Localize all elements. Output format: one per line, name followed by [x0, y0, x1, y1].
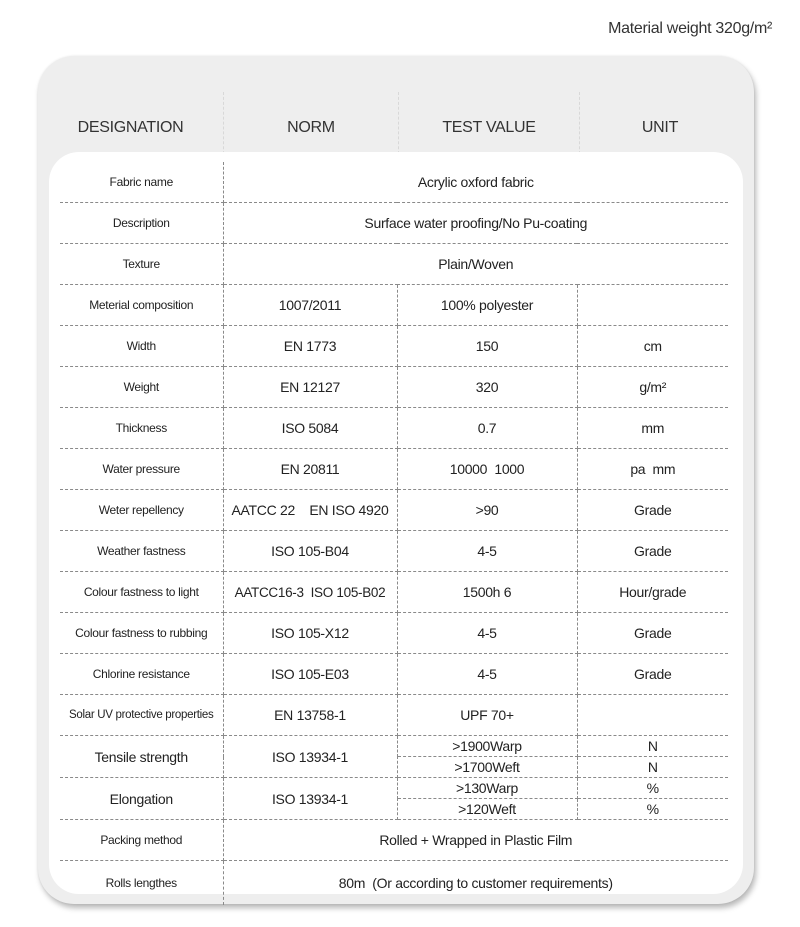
table-row	[60, 654, 728, 695]
value-cell: 150	[397, 326, 577, 367]
designation-cell: Weter repellency	[60, 490, 223, 531]
designation-cell: Water pressure	[60, 449, 223, 490]
value-cell: 320	[397, 367, 577, 408]
value-cell: 0.7	[397, 408, 577, 449]
value-cell: 4-5	[397, 613, 577, 654]
designation-cell: Texture	[60, 244, 223, 285]
table-row	[60, 820, 728, 861]
designation-cell: Tensile strength	[60, 736, 223, 778]
value-cell: Surface water proofing/No Pu-coating	[223, 203, 728, 244]
value-cell: 80m (Or according to customer requirements)	[338, 875, 613, 891]
table-row	[60, 531, 728, 572]
value-cell: 10000 1000	[397, 449, 577, 490]
table-row	[60, 162, 728, 203]
norm-cell: ISO 105-X12	[223, 613, 397, 654]
table-row	[60, 490, 728, 531]
unit-cell: mm	[577, 408, 728, 449]
value-cell: 4-5	[397, 531, 577, 572]
unit-cell-warp: %	[577, 778, 728, 799]
norm-cell: EN 12127	[223, 367, 397, 408]
designation-cell: Chlorine resistance	[60, 654, 223, 695]
value-cell-warp: >130Warp	[397, 778, 577, 799]
norm-cell: EN 13758-1	[223, 695, 397, 736]
designation-cell: Fabric name	[60, 162, 223, 203]
unit-cell: Grade	[577, 654, 728, 695]
spec-table	[60, 162, 728, 905]
designation-cell: Weather fastness	[60, 531, 223, 572]
unit-cell	[577, 285, 728, 326]
norm-cell: ISO 13934-1	[223, 736, 397, 778]
value-cell: 100% polyester	[397, 285, 577, 326]
norm-cell: ISO 13934-1	[223, 778, 397, 820]
unit-cell: Grade	[577, 490, 728, 531]
table-row	[60, 449, 728, 490]
table-row	[60, 367, 728, 408]
value-cell: Acrylic oxford fabric	[223, 162, 728, 203]
value-cell: 1500h 6	[397, 572, 577, 613]
designation-cell: Rolls lengthes	[60, 861, 223, 906]
designation-cell: Solar UV protective properties	[60, 695, 223, 736]
norm-cell: ISO 5084	[223, 408, 397, 449]
value-cell: >90	[397, 490, 577, 531]
table-row	[60, 861, 728, 906]
designation-cell: Width	[60, 326, 223, 367]
table-row	[60, 613, 728, 654]
norm-cell: 1007/2011	[223, 285, 397, 326]
spec-card	[38, 56, 754, 904]
designation-cell: Weight	[60, 367, 223, 408]
table-row	[60, 203, 728, 244]
unit-cell: Grade	[577, 613, 728, 654]
table-row	[60, 285, 728, 326]
designation-cell: Description	[60, 203, 223, 244]
norm-cell: EN 20811	[223, 449, 397, 490]
header-designation: DESIGNATION	[77, 119, 184, 136]
value-cell-weft: >1700Weft	[397, 757, 577, 778]
designation-cell: Colour fastness to rubbing	[60, 613, 223, 654]
table-row	[60, 572, 728, 613]
value-cell: Rolled + Wrapped in Plastic Film	[223, 820, 728, 861]
value-cell: 4-5	[397, 654, 577, 695]
table-row	[60, 695, 728, 736]
unit-cell-weft: %	[577, 799, 728, 820]
designation-cell: Packing method	[60, 820, 223, 861]
table-row	[60, 408, 728, 449]
header-unit: UNIT	[579, 92, 740, 164]
designation-cell: Meterial composition	[60, 285, 223, 326]
value-cell-weft: >120Weft	[397, 799, 577, 820]
unit-cell: pa mm	[577, 449, 728, 490]
value-cell-warp: >1900Warp	[397, 736, 577, 757]
material-weight-note: Material weight 320g/m²	[608, 20, 772, 37]
value-cell: UPF 70+	[397, 695, 577, 736]
designation-cell: Colour fastness to light	[60, 572, 223, 613]
table-row	[60, 326, 728, 367]
norm-cell: AATCC 22 EN ISO 4920	[223, 490, 397, 531]
norm-cell: AATCC16-3 ISO 105-B02	[223, 572, 397, 613]
table-row	[60, 244, 728, 285]
unit-cell: Grade	[577, 531, 728, 572]
spec-table-panel	[49, 152, 743, 894]
header-test-value: TEST VALUE	[398, 92, 579, 164]
table-row	[60, 778, 728, 799]
unit-cell-warp: N	[577, 736, 728, 757]
unit-cell	[577, 695, 728, 736]
unit-cell: cm	[577, 326, 728, 367]
unit-cell: Hour/grade	[577, 572, 728, 613]
header-norm: NORM	[223, 92, 398, 164]
norm-cell: ISO 105-B04	[223, 531, 397, 572]
designation-cell: Thickness	[60, 408, 223, 449]
norm-cell: EN 1773	[223, 326, 397, 367]
value-cell: Plain/Woven	[223, 244, 728, 285]
table-row	[60, 736, 728, 757]
unit-cell: g/m²	[577, 367, 728, 408]
unit-cell-weft: N	[577, 757, 728, 778]
norm-cell: ISO 105-E03	[223, 654, 397, 695]
designation-cell: Elongation	[60, 778, 223, 820]
